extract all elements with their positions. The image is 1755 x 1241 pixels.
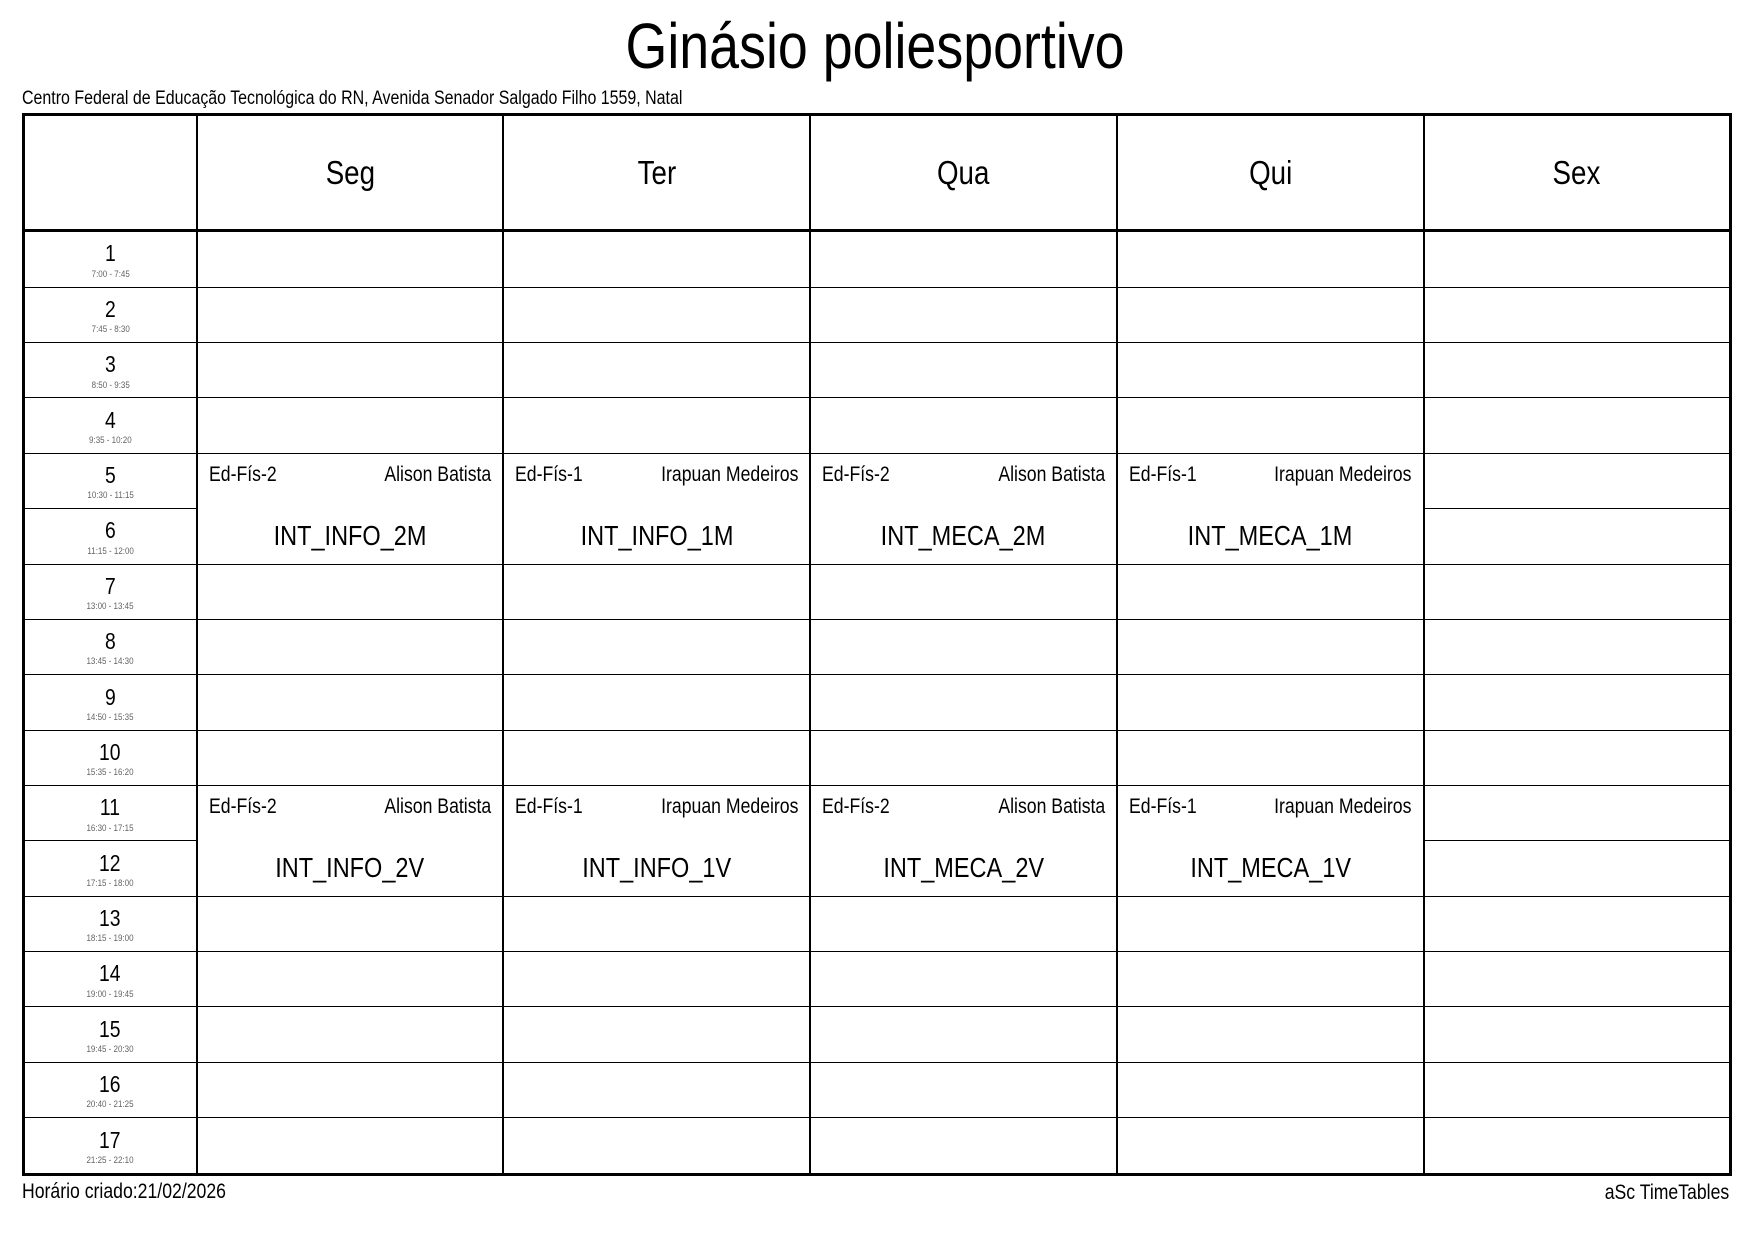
- day-header-sex: [1424, 115, 1731, 231]
- period-row-header: [24, 287, 197, 342]
- empty-cell: [1117, 343, 1424, 398]
- period-time-range: 21:25 - 22:10: [86, 1154, 134, 1166]
- class-block: [503, 453, 810, 564]
- day-header-label: Sex: [1552, 153, 1601, 191]
- footer-created-date: [22, 1180, 265, 1204]
- period-number: 13: [99, 904, 121, 931]
- empty-cell: [1117, 231, 1424, 288]
- empty-cell: [810, 730, 1117, 785]
- period-time-range: 15:35 - 16:20: [86, 767, 134, 779]
- empty-cell: [503, 619, 810, 674]
- period-row-header: [24, 509, 197, 564]
- period-row-header-inner: [25, 619, 196, 675]
- class-subject: [1129, 795, 1210, 819]
- empty-cell: [197, 619, 504, 674]
- class-block: [1117, 785, 1424, 896]
- period-time-range: 14:50 - 15:35: [86, 711, 134, 723]
- class-teacher-text: Alison Batista: [384, 794, 492, 818]
- class-subject-text: Ed-Fís-1: [1128, 462, 1197, 486]
- period-number: 2: [104, 296, 116, 322]
- day-header-seg: [197, 115, 504, 231]
- period-row-header: [24, 675, 197, 730]
- period-number: 11: [100, 794, 121, 821]
- class-subject: [209, 795, 290, 819]
- class-block: [810, 453, 1117, 564]
- empty-cell: [1424, 398, 1731, 453]
- empty-cell: [503, 287, 810, 342]
- class-teacher-text: Alison Batista: [998, 462, 1105, 486]
- day-header-ter: [503, 115, 810, 231]
- footer-app-name-text: aSc TimeTables: [1604, 1181, 1729, 1204]
- empty-cell: [1424, 619, 1731, 674]
- class-teacher-text: Alison Batista: [384, 462, 492, 486]
- empty-cell: [197, 730, 504, 785]
- empty-cell: [810, 619, 1117, 674]
- class-group-name-text: INT_INFO_2M: [273, 519, 427, 551]
- period-row-header-inner: [25, 342, 196, 398]
- class-subject-text: Ed-Fís-2: [822, 462, 890, 486]
- empty-cell: [1117, 1062, 1424, 1117]
- period-row-header-inner: [25, 508, 196, 564]
- empty-cell: [197, 398, 504, 453]
- empty-cell: [1424, 287, 1731, 342]
- empty-cell: [1117, 398, 1424, 453]
- class-teacher-text: Irapuan Medeiros: [1274, 462, 1412, 486]
- class-subject: [515, 463, 596, 487]
- period-number: 1: [104, 240, 116, 267]
- empty-cell: [810, 1007, 1117, 1062]
- class-subject: [515, 795, 596, 819]
- period-row-header: [24, 231, 197, 288]
- empty-cell: [503, 1062, 810, 1117]
- empty-cell: [1424, 1062, 1731, 1117]
- empty-cell: [197, 896, 504, 951]
- period-row-header: [24, 343, 197, 398]
- empty-cell: [1424, 896, 1731, 951]
- period-row-header: [24, 398, 197, 453]
- period-number: 5: [104, 462, 116, 489]
- period-row-header: [24, 1118, 197, 1175]
- class-subject-text: Ed-Fís-2: [208, 462, 277, 486]
- timetable-grid: [22, 113, 1732, 1176]
- empty-cell: [1117, 287, 1424, 342]
- period-number: 15: [99, 1015, 121, 1042]
- period-number: 8: [104, 628, 116, 655]
- empty-cell: [1424, 509, 1731, 564]
- empty-cell: [197, 952, 504, 1007]
- period-row-header: [24, 841, 197, 896]
- empty-cell: [1117, 1007, 1424, 1062]
- empty-cell: [1117, 952, 1424, 1007]
- empty-cell: [810, 231, 1117, 288]
- class-subject: [1129, 463, 1210, 487]
- empty-cell: [503, 564, 810, 619]
- empty-cell: [197, 231, 504, 288]
- empty-cell: [1117, 896, 1424, 951]
- empty-cell: [1424, 841, 1731, 896]
- class-group-name-text: INT_INFO_2V: [275, 851, 425, 883]
- period-time-range: 19:45 - 20:30: [86, 1043, 134, 1055]
- period-number: 16: [99, 1071, 121, 1098]
- empty-cell: [1424, 952, 1731, 1007]
- empty-cell: [1424, 675, 1731, 730]
- class-teacher: [635, 463, 798, 487]
- empty-cell: [503, 896, 810, 951]
- page-title: [22, 10, 1729, 84]
- class-teacher-text: Irapuan Medeiros: [1274, 794, 1412, 818]
- day-header-label: Qui: [1248, 153, 1292, 191]
- empty-cell: [197, 343, 504, 398]
- period-time-range: 13:00 - 13:45: [86, 601, 134, 613]
- period-row-header-inner: [25, 896, 196, 952]
- class-group-name: [1118, 520, 1423, 552]
- period-row-header: [24, 952, 197, 1007]
- empty-cell: [503, 952, 810, 1007]
- footer-app-name: [1581, 1181, 1729, 1205]
- class-teacher-text: Alison Batista: [998, 794, 1105, 818]
- period-time-range: 11:15 - 12:00: [87, 545, 134, 557]
- period-time-range: 9:35 - 10:20: [88, 435, 132, 447]
- class-teacher: [364, 463, 491, 487]
- period-row-header: [24, 619, 197, 674]
- period-row-header-inner: [25, 840, 196, 896]
- empty-cell: [503, 231, 810, 288]
- empty-cell: [810, 287, 1117, 342]
- empty-cell: [810, 1062, 1117, 1117]
- empty-cell: [503, 1007, 810, 1062]
- period-number: 17: [99, 1126, 121, 1153]
- empty-cell: [1424, 1118, 1731, 1175]
- period-row-header: [24, 896, 197, 951]
- period-number: 9: [104, 683, 116, 710]
- class-group-name-text: INT_MECA_1M: [1187, 519, 1353, 551]
- class-subject-text: Ed-Fís-1: [515, 462, 583, 486]
- empty-cell: [810, 1118, 1117, 1175]
- empty-cell: [503, 343, 810, 398]
- class-subject-text: Ed-Fís-2: [822, 794, 890, 818]
- corner-cell: [24, 115, 197, 231]
- school-address-text: Centro Federal de Educação Tecnológica do RN, Avenida Senador Salgado Filho 1559, Natal: [22, 88, 683, 109]
- empty-cell: [1424, 343, 1731, 398]
- class-group-name-text: INT_MECA_2V: [883, 851, 1044, 883]
- empty-cell: [197, 564, 504, 619]
- class-teacher: [978, 463, 1105, 487]
- period-row-header: [24, 564, 197, 619]
- class-group-name: [1118, 852, 1423, 884]
- period-row-header: [24, 1062, 197, 1117]
- class-group-name: [504, 520, 809, 552]
- class-teacher: [978, 795, 1105, 819]
- empty-cell: [1117, 1118, 1424, 1175]
- period-time-range: 18:15 - 19:00: [86, 933, 134, 945]
- class-teacher: [1248, 463, 1411, 487]
- class-teacher: [635, 795, 798, 819]
- period-row-header: [24, 730, 197, 785]
- empty-cell: [810, 398, 1117, 453]
- class-block: [1117, 453, 1424, 564]
- class-group-name-text: INT_INFO_1M: [580, 519, 734, 551]
- day-header-qua: [810, 115, 1117, 231]
- class-group-name: [811, 520, 1116, 552]
- period-row-header: [24, 453, 197, 508]
- period-time-range: 16:30 - 17:15: [86, 822, 134, 834]
- school-address-subtitle: [22, 88, 808, 110]
- period-time-range: 10:30 - 11:15: [87, 490, 134, 502]
- class-subject: [209, 463, 290, 487]
- class-group-name: [811, 852, 1116, 884]
- class-group-name-text: INT_INFO_1V: [582, 851, 732, 883]
- empty-cell: [1117, 619, 1424, 674]
- empty-cell: [1117, 675, 1424, 730]
- period-number: 4: [104, 406, 116, 433]
- class-subject: [822, 463, 903, 487]
- period-time-range: 7:45 - 8:30: [91, 324, 130, 336]
- period-number: 10: [99, 738, 121, 765]
- empty-cell: [810, 896, 1117, 951]
- period-number: 6: [104, 517, 116, 544]
- period-row-header-inner: [25, 1062, 196, 1118]
- period-time-range: 19:00 - 19:45: [86, 988, 134, 1000]
- period-row-header-inner: [25, 453, 196, 509]
- period-number: 12: [99, 849, 121, 876]
- period-row-header-inner: [25, 785, 196, 841]
- empty-cell: [810, 564, 1117, 619]
- empty-cell: [503, 675, 810, 730]
- empty-cell: [197, 675, 504, 730]
- empty-cell: [810, 343, 1117, 398]
- day-header-qui: [1117, 115, 1424, 231]
- class-block: [197, 453, 504, 564]
- period-row-header-inner: [25, 231, 196, 288]
- class-teacher-text: Irapuan Medeiros: [660, 462, 799, 486]
- class-group-name-text: INT_MECA_1V: [1189, 851, 1351, 883]
- day-header-label: Seg: [325, 153, 375, 191]
- class-teacher: [364, 795, 491, 819]
- period-number: 3: [104, 351, 116, 378]
- period-row-header: [24, 785, 197, 840]
- period-row-header-inner: [25, 951, 196, 1007]
- empty-cell: [1424, 730, 1731, 785]
- class-group-name: [504, 852, 809, 884]
- empty-cell: [197, 287, 504, 342]
- period-row-header-inner: [25, 1006, 196, 1062]
- empty-cell: [810, 675, 1117, 730]
- class-teacher-text: Irapuan Medeiros: [660, 794, 799, 818]
- empty-cell: [503, 398, 810, 453]
- class-subject: [822, 795, 903, 819]
- empty-cell: [810, 952, 1117, 1007]
- class-block: [197, 785, 504, 896]
- period-time-range: 13:45 - 14:30: [86, 656, 134, 668]
- period-time-range: 7:00 - 7:45: [91, 268, 130, 280]
- class-subject-text: Ed-Fís-1: [1128, 794, 1197, 818]
- empty-cell: [197, 1062, 504, 1117]
- empty-cell: [1424, 453, 1731, 508]
- empty-cell: [1424, 564, 1731, 619]
- period-number: 7: [104, 572, 116, 599]
- period-time-range: 17:15 - 18:00: [86, 877, 134, 889]
- day-header-label: Ter: [637, 153, 676, 191]
- day-header-label: Qua: [937, 153, 990, 191]
- class-block: [503, 785, 810, 896]
- empty-cell: [197, 1118, 504, 1175]
- footer-created-date-text: Horário criado:21/02/2026: [22, 1180, 226, 1203]
- empty-cell: [1117, 564, 1424, 619]
- empty-cell: [503, 1118, 810, 1175]
- period-row-header-inner: [25, 1117, 196, 1174]
- class-group-name-text: INT_MECA_2M: [881, 519, 1046, 551]
- class-group-name: [198, 520, 503, 552]
- period-time-range: 20:40 - 21:25: [86, 1099, 134, 1111]
- class-subject-text: Ed-Fís-2: [208, 794, 277, 818]
- page-title-text: Ginásio poliesportivo: [625, 10, 1126, 82]
- empty-cell: [1424, 785, 1731, 840]
- period-row-header-inner: [25, 397, 196, 453]
- class-teacher: [1248, 795, 1411, 819]
- class-block: [810, 785, 1117, 896]
- period-row-header-inner: [25, 674, 196, 730]
- period-number: 14: [99, 960, 121, 987]
- class-subject-text: Ed-Fís-1: [515, 794, 583, 818]
- period-row-header: [24, 1007, 197, 1062]
- empty-cell: [197, 1007, 504, 1062]
- period-time-range: 8:50 - 9:35: [91, 379, 130, 391]
- period-row-header-inner: [25, 287, 196, 343]
- empty-cell: [1424, 231, 1731, 288]
- empty-cell: [1117, 730, 1424, 785]
- period-row-header-inner: [25, 730, 196, 786]
- empty-cell: [503, 730, 810, 785]
- period-row-header-inner: [25, 564, 196, 620]
- empty-cell: [1424, 1007, 1731, 1062]
- class-group-name: [198, 852, 503, 884]
